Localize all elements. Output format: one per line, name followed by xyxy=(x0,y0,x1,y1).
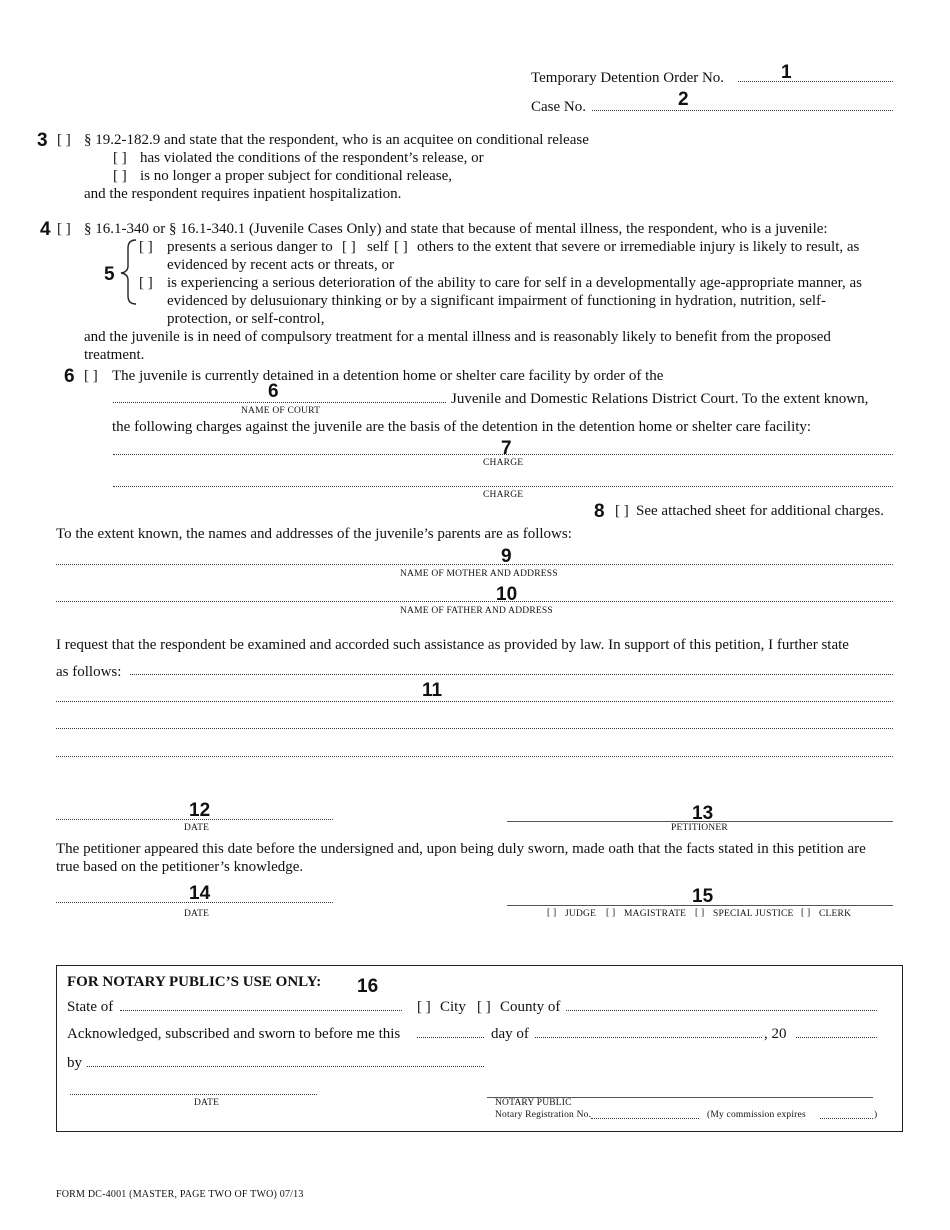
petitioner-caption: PETITIONER xyxy=(671,823,728,833)
oath-line-1: The petitioner appeared this date before the undersigned and, upon being duly sworn, made oath that the facts stated in this petition are xyxy=(56,841,866,857)
mother-field[interactable] xyxy=(56,564,893,565)
attach-text: See attached sheet for additional charges. xyxy=(636,503,884,519)
parents-intro: To the extent known, the names and addresses of the juvenile’s parents are as follows: xyxy=(56,526,572,542)
section3-marker: 3 xyxy=(37,130,48,151)
special-justice-checkbox[interactable]: [ ] xyxy=(695,908,705,918)
section3-closing: and the respondent requires inpatient hospitalization. xyxy=(84,186,402,202)
court-name-field[interactable] xyxy=(113,402,446,403)
notary-heading: FOR NOTARY PUBLIC’S USE ONLY: xyxy=(67,974,322,990)
date2-marker: 14 xyxy=(189,883,211,904)
tdo-label: Temporary Detention Order No. xyxy=(531,70,725,86)
court-suffix-text: Juvenile and Domestic Relations District Court. To the extent known, xyxy=(451,391,869,407)
brace-icon xyxy=(118,238,138,306)
case-label: Case No. xyxy=(531,99,586,115)
section3-statute-text: § 19.2-182.9 and state that the respondent, who is an acquitee on conditional release xyxy=(84,132,589,148)
request-line-2: as follows: xyxy=(56,664,122,680)
magistrate-checkbox[interactable]: [ ] xyxy=(606,908,616,918)
section3-opt2-checkbox[interactable]: [ ] xyxy=(113,168,127,184)
county-checkbox[interactable]: [ ] xyxy=(477,999,491,1015)
section4-opt1-text-b: others to the extent that severe or irremediable injury is likely to result, as xyxy=(417,239,860,255)
registration-label: Notary Registration No. xyxy=(495,1110,592,1120)
section3-opt2-text: is no longer a proper subject for conditional release, xyxy=(140,168,452,184)
state-field[interactable] xyxy=(120,1010,402,1011)
request-line-1: I request that the respondent be examined and accorded such assistance as provided by law. In support of this petition, I further state xyxy=(56,637,849,653)
commission-field[interactable] xyxy=(820,1118,873,1119)
section4-statute-text: § 16.1-340 or § 16.1-340.1 (Juvenile Cases Only) and state that because of mental illness, the respondent, who is a juvenile: xyxy=(84,221,828,237)
self-checkbox[interactable]: [ ] xyxy=(342,239,356,255)
charges-intro: the following charges against the juvenile are the basis of the detention in the detention home or shelter care facility: xyxy=(112,419,812,435)
date2-caption: DATE xyxy=(184,909,210,919)
notary-date-field[interactable] xyxy=(70,1094,317,1095)
request-marker: 11 xyxy=(422,680,443,701)
charge-marker: 7 xyxy=(501,438,512,459)
special-justice-label: SPECIAL JUSTICE xyxy=(713,909,794,919)
judge-checkbox[interactable]: [ ] xyxy=(547,908,557,918)
tdo-number-field[interactable] xyxy=(738,81,893,82)
form-id: FORM DC-4001 (MASTER, PAGE TWO OF TWO) 07/13 xyxy=(56,1189,304,1200)
county-field[interactable] xyxy=(566,1010,877,1011)
registration-field[interactable] xyxy=(591,1118,699,1119)
mother-caption: NAME OF MOTHER AND ADDRESS xyxy=(400,569,558,579)
section3-opt1-text: has violated the conditions of the respondent’s release, or xyxy=(140,150,484,166)
city-label: City xyxy=(440,999,466,1015)
ack-month-field[interactable] xyxy=(535,1037,762,1038)
petitioner-marker: 13 xyxy=(692,803,714,824)
judge-label: JUDGE xyxy=(565,909,597,919)
day-of-label: day of xyxy=(491,1026,529,1042)
notary-caption: NOTARY PUBLIC xyxy=(495,1098,572,1108)
ack-day-field[interactable] xyxy=(417,1037,484,1038)
officer-marker: 15 xyxy=(692,886,714,907)
section4-closing-2: treatment. xyxy=(84,347,145,363)
support-field-3[interactable] xyxy=(56,728,893,729)
court-marker: 6 xyxy=(268,381,279,402)
charge-caption-2: CHARGE xyxy=(483,490,524,500)
court-caption: NAME OF COURT xyxy=(241,406,321,416)
section4-opt2-checkbox[interactable]: [ ] xyxy=(139,275,153,291)
notary-marker: 16 xyxy=(357,976,379,997)
section4-checkbox[interactable]: [ ] xyxy=(57,221,71,237)
section4-opt2-text-b: evidenced by delusuionary thinking or by a significant impairment of functioning in hydration, nutrition, self- xyxy=(167,293,827,309)
by-field[interactable] xyxy=(87,1066,484,1067)
father-caption: NAME OF FATHER AND ADDRESS xyxy=(400,606,553,616)
state-label: State of xyxy=(67,999,114,1015)
section4-opt1-checkbox[interactable]: [ ] xyxy=(139,239,153,255)
county-label: County of xyxy=(500,999,561,1015)
commission-close: ) xyxy=(874,1110,878,1120)
clerk-label: CLERK xyxy=(819,909,852,919)
charge-field-2[interactable] xyxy=(113,486,893,487)
by-label: by xyxy=(67,1055,82,1071)
section4-opt2-text-a: is experiencing a serious deterioration of the ability to care for self in a developmentally age-appropriate manner, as xyxy=(167,275,862,291)
case-marker: 2 xyxy=(678,89,689,110)
others-checkbox[interactable]: [ ] xyxy=(394,239,408,255)
section4-marker: 4 xyxy=(40,219,51,240)
section4-closing-1: and the juvenile is in need of compulsory treatment for a mental illness and is reasonably likely to benefit from the proposed xyxy=(84,329,831,345)
section5-marker: 5 xyxy=(104,264,115,285)
notary-date-caption: DATE xyxy=(194,1098,220,1108)
charge-caption-1: CHARGE xyxy=(483,458,524,468)
date-caption: DATE xyxy=(184,823,210,833)
section4-opt1-text-a: presents a serious danger to xyxy=(167,239,333,255)
mother-marker: 9 xyxy=(501,546,512,567)
section4-opt2-text-c: protection, or self-control, xyxy=(167,311,325,327)
support-field-1[interactable] xyxy=(130,674,893,675)
commission-label: (My commission expires xyxy=(707,1110,806,1120)
attach-checkbox[interactable]: [ ] xyxy=(615,503,629,519)
tdo-marker: 1 xyxy=(781,62,792,83)
section3-checkbox[interactable]: [ ] xyxy=(57,132,71,148)
city-checkbox[interactable]: [ ] xyxy=(417,999,431,1015)
self-label: self xyxy=(367,239,389,255)
support-field-2[interactable] xyxy=(56,701,893,702)
father-field[interactable] xyxy=(56,601,893,602)
ack-year-field[interactable] xyxy=(796,1037,877,1038)
section3-opt1-checkbox[interactable]: [ ] xyxy=(113,150,127,166)
clerk-checkbox[interactable]: [ ] xyxy=(801,908,811,918)
section6-checkbox[interactable]: [ ] xyxy=(84,368,98,384)
support-field-4[interactable] xyxy=(56,756,893,757)
section6-text: The juvenile is currently detained in a detention home or shelter care facility by order of the xyxy=(112,368,664,384)
attach-marker: 8 xyxy=(594,501,605,522)
date-marker: 12 xyxy=(189,800,211,821)
section6-marker: 6 xyxy=(64,366,75,387)
magistrate-label: MAGISTRATE xyxy=(624,909,687,919)
section4-opt1-text-c: evidenced by recent acts or threats, or xyxy=(167,257,394,273)
year-label: , 20 xyxy=(764,1026,787,1042)
ack-label: Acknowledged, subscribed and sworn to before me this xyxy=(67,1026,401,1042)
father-marker: 10 xyxy=(496,584,518,605)
case-number-field[interactable] xyxy=(592,110,893,111)
oath-line-2: true based on the petitioner’s knowledge. xyxy=(56,859,304,875)
